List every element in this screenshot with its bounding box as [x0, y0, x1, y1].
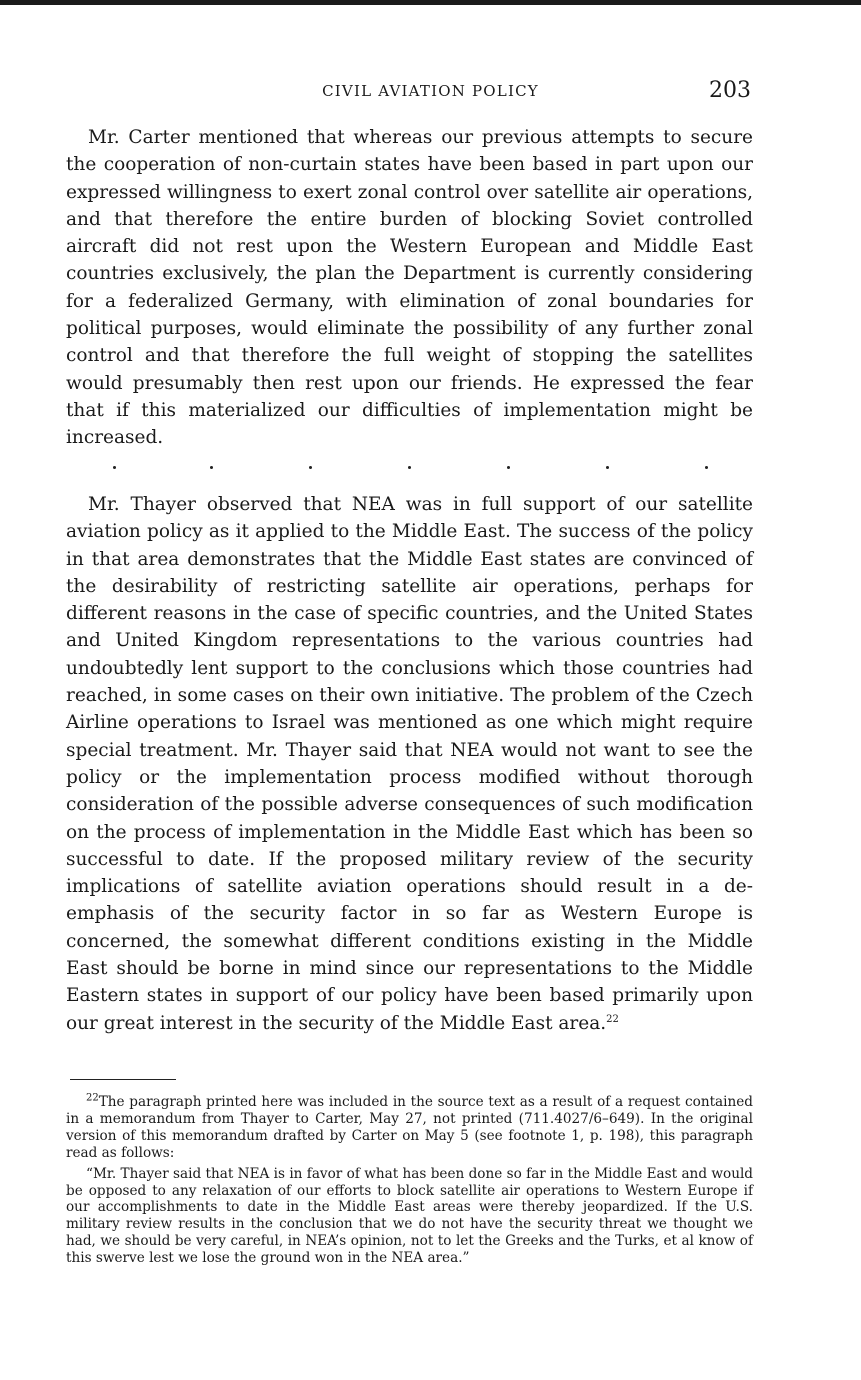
running-title: CIVIL AVIATION POLICY — [322, 82, 539, 100]
paragraph-carter — [66, 124, 753, 452]
footnote-22 — [66, 1094, 753, 1162]
ellipsis-dot — [705, 458, 711, 464]
paragraph-thayer — [66, 491, 753, 1037]
footnote-reference-22[interactable]: 22 — [606, 1013, 619, 1025]
footnote-22-marker: 22 — [86, 1092, 99, 1104]
page-number: 203 — [709, 78, 751, 103]
footnote-divider — [70, 1079, 176, 1080]
ellipsis-dot — [507, 458, 513, 464]
footnote-22-quote: “Mr. Thayer said that NEA is in favor of what has been done so far in the Middle East and would be opposed to any relaxation of our efforts to block satellite air operations to Western Europe if our accomplishments to date in the Middle East areas were thereby jeopardized. If the U.S. military review results in the conclusion that we do not have the security threat we thought we had, we should be very careful, in NEA’s opinion, not to let the Greeks and the Turks, et al know of this swerve lest we lose the ground won in the NEA area.” — [66, 1165, 753, 1267]
ellipsis-dot — [309, 458, 315, 464]
paragraph-thayer-body: Mr. Thayer observed that NEA was in full support of our satellite aviation policy as it applied to the Middle East. The success of the policy in that area demonstrates that the Middle East states are convinced of the desirability of restricting satellite air operations, perhaps for different reasons in the case of specific countries, and the United States and United Kingdom representations to the various countries had undoubtedly lent support to the conclusions which those countries had reached, in some cases on their own initiative. The problem of the Czech Airline operations to Israel was mentioned as one which might require special treatment. Mr. Thayer said that NEA would not want to see the policy or the implementation process modified without thorough consideration of the possible adverse consequences of such modification on the process of implementation in the Middle East which has been so successful to date. If the proposed military review of the security implications of satellite aviation operations should result in a de-emphasis of the security factor in so far as Western Europe is concerned, the somewhat different conditions existing in the Middle East should be borne in mind since our representations to the Middle Eastern states in support of our policy have been based primarily upon our great interest in the security of the Middle East area. — [66, 494, 753, 1034]
running-head — [0, 78, 861, 108]
ellipsis-dot — [606, 458, 612, 464]
page-top-border — [0, 0, 861, 5]
ellipsis-dot — [408, 458, 414, 464]
ellipsis-dot — [210, 458, 216, 464]
footnotes — [66, 1094, 753, 1271]
omission-ellipsis — [66, 458, 753, 478]
paragraph-carter-text: Mr. Carter mentioned that whereas our previous attempts to secure the cooperation of non-curtain states have been based in part upon our expressed willingness to exert zonal control over satellite air operations, and that therefore the entire burden of blocking Soviet controlled aircraft did not rest upon the Western European and Middle East countries exclusively, the plan the Department is currently considering for a federalized Germany, with elimination of zonal boundaries for political purposes, would eliminate the possibility of any further zonal control and that therefore the full weight of stopping the satellites would presumably then rest upon our friends. He expressed the fear that if this materialized our difficulties of implementation might be increased. — [66, 127, 753, 449]
paragraph-thayer-text — [66, 491, 753, 1037]
ellipsis-dot — [113, 458, 119, 464]
footnote-22-text: The paragraph printed here was included in the source text as a result of a request contained in a memorandum from Thayer to Carter, May 27, not printed (711.4027/6–649). In the original version of this memorandum drafted by Carter on May 5 (see footnote 1, p. 198), this paragraph read as follows: — [66, 1094, 753, 1161]
